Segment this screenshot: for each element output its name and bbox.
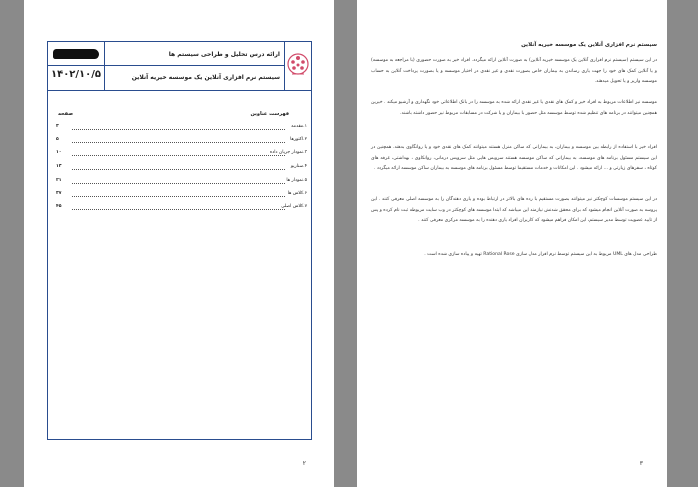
paragraph: در این سیستم موسسات کوچکتر نیز میتوانند بصورت مستقیم با رده های بالاتر در ارتباط بوده و یاری دهندگان را به موسسه اصلی معرفی کنند . این پروسه به صورت آنلاین انجام میشود که برای محقق شدنش نیازمند این میباشد که ابتدا موسسه های کوچکتر در وب سایت مربوطه ثبت نام کرده و پس از تایید عضویت توسط مدیر سیستم، این امکان فراهم میشود که کاربران افراد یاری دهنده را به موسسه مرکزی معرفی کنند . [371, 197, 657, 223]
project-title: سیستم نرم افزاری آنلاین یک موسسه خیریه آنلاین [131, 74, 280, 81]
toc-heading: فهرست عناوین [250, 111, 289, 117]
course-title: ارائه درس تحلیل و طراحی سیستم ها [168, 51, 280, 58]
toc-item-label: ۲.اکتورها [290, 137, 307, 142]
toc-item[interactable] [56, 178, 307, 186]
document-title: سیستم نرم افزاری آنلاین یک موسسه خیریه آنلاین [521, 42, 657, 48]
date-text: ۱۴۰۲/۱۰/۵ [50, 69, 102, 80]
toc-page-heading: صفحه [58, 111, 74, 117]
paragraph: در این سیستم (سیستم نرم افزاری آنلاین یک موسسه خیریه آنلاین) به صورت آنلاین ارائه میگردد. افراد خیر به صورت حضوری (با مراجعه به موسسه) و یا آنلاین کمک های خود را جهت یاری رساندن به بیماران خاص بصورت نقدی و غیر نقدی در اختیار موسسه و یا بصورت پرداخت آنلاین به حساب موسسه واریز و یا تحویل میدهند. [371, 58, 657, 84]
left-page [24, 0, 334, 487]
page-number: ۲ [302, 460, 306, 467]
toc-item[interactable] [56, 191, 307, 199]
toc-item-label: ۶.کلاس ها [287, 191, 307, 196]
paragraph: افراد خیر با استفاده از رابطه بین موسسه و بیماران، به بیمارانی که ساکن منزل هستند میتوانند کمک های نقدی خود و یا روانگاوی بدهند. همچنین در این سیستم مسئول برنامه های موسسه، به بیمارانی که ساکن موسسه هستند سرویس هایی مثل سرویس درمانی، روانکاوی ، بهداشتی، غرفه های کوتاه ، سفرهای زیارتی و ... ارائه میشود . این امکانات و خدمات مستقیما توسط مسئول برنامه های موسسه به بیماران ساکن موسسه ارائه میگردد . [371, 145, 657, 171]
toc-item-label: ۳.نمودار جریان داده [269, 150, 307, 155]
right-page [357, 0, 667, 487]
toc-item-page: ۲۱ [56, 178, 62, 183]
toc-item-label: ۴.سناریو [290, 164, 307, 169]
toc-item[interactable] [56, 204, 307, 212]
paragraph: طراحی مدل های UML مربوط به این سیستم توسط نرم افزار مدل سازی Rational Rose تهیه و پیاده سازی شده است . [424, 252, 657, 257]
toc-item-label: ۵.نمودار ها [286, 178, 307, 183]
toc-item[interactable] [56, 137, 307, 145]
paragraph: موسسه نیز اطلاعات مربوط به افراد خیر و کمک های نقدی یا غیر نقدی ارائه شده به موسسه را در بانک اطلاعاتی خود نگهداری و آرشیو میکند . خیرین همچنین میتوانند در برنامه های تنظیم شده توسط موسسه مثل حضور با بیماران و یا شرکت در مسابقات مربوط نیز حضور داشته باشند. [371, 100, 657, 116]
title-cell [104, 42, 285, 90]
toc-item[interactable] [56, 150, 307, 158]
toc-item-page: ۱۰ [56, 150, 62, 155]
toc-item-page: ۴۵ [56, 204, 62, 209]
toc-item-label: ۱.مقدمه [291, 124, 307, 129]
redacted-name [53, 49, 99, 59]
toc-item-page: ۵ [56, 137, 59, 142]
toc-item-page: ۱۳ [56, 164, 62, 169]
toc-item-page: ۳ [56, 124, 59, 129]
toc-item[interactable] [56, 124, 307, 132]
date-cell [48, 42, 105, 90]
toc-item-label: ۷.کلاس اصلی [281, 204, 307, 209]
toc-item-page: ۳۷ [56, 191, 62, 196]
cover-frame [47, 41, 312, 440]
cover-header [48, 42, 311, 91]
toc-item[interactable] [56, 164, 307, 172]
charity-logo-icon [287, 52, 309, 78]
logo-cell [284, 42, 311, 90]
page-number: ۳ [639, 460, 643, 467]
